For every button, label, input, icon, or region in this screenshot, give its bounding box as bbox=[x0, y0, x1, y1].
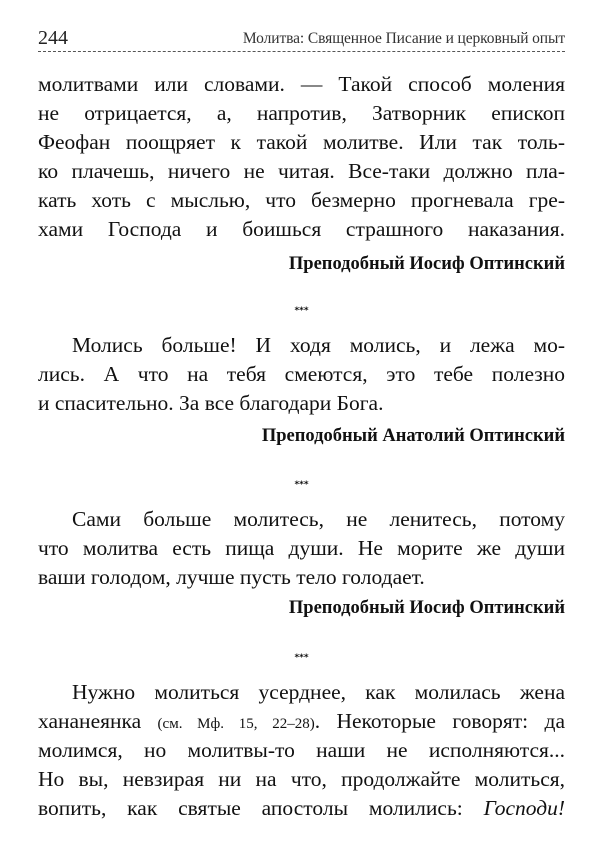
page-number: 244 bbox=[38, 27, 68, 49]
text-line-with-italic bbox=[38, 794, 565, 823]
text-line: лись. А что на тебя смеются, это тебе полезно bbox=[38, 362, 565, 386]
running-title: Молитва: Священное Писание и церковный опыт bbox=[242, 30, 565, 47]
passage-1 bbox=[38, 70, 565, 244]
attribution: Преподобный Иосиф Оптинский bbox=[288, 254, 565, 274]
running-head bbox=[38, 27, 565, 52]
section-separator: *** bbox=[294, 306, 309, 316]
section-separator: *** bbox=[294, 480, 309, 490]
attribution: Преподобный Анатолий Оптинский bbox=[261, 426, 565, 446]
text-fragment: . Некоторые говорят: да bbox=[314, 709, 565, 733]
text-line: не отрицается, а, напротив, Затворник епископ bbox=[38, 101, 565, 125]
scripture-reference: (см. Мф. 15, 22–28) bbox=[157, 716, 315, 732]
text-line: молимся, но молитвы-то наши не исполняются... bbox=[38, 738, 565, 762]
text-line: Но вы, невзирая ни на что, продолжайте молиться, bbox=[38, 767, 565, 791]
text-line: что молитва есть пища души. Не морите же души bbox=[38, 536, 565, 560]
text-line-with-reference bbox=[38, 707, 565, 736]
text-fragment: вопить, как святые апостолы молились: bbox=[38, 796, 463, 820]
text-line: Молись больше! И ходя молись, и лежа мо- bbox=[72, 333, 565, 357]
text-line: Феофан поощряет к такой молитве. Или так толь- bbox=[38, 130, 565, 154]
text-line: Сами больше молитесь, не ленитесь, потому bbox=[72, 507, 565, 531]
passage-2 bbox=[38, 331, 565, 418]
text-line: кать хоть с мыслью, что безмерно прогневала гре- bbox=[38, 188, 565, 212]
italic-exclamation: Господи! bbox=[483, 796, 565, 820]
text-line: молитвами или словами. — Такой способ моления bbox=[38, 72, 565, 96]
text-line: и спасительно. За все благодари Бога. bbox=[38, 391, 384, 415]
text-fragment: хананеянка bbox=[38, 709, 142, 733]
text-line: ко плачешь, ничего не читая. Все-таки должно пла- bbox=[38, 159, 565, 183]
section-separator: *** bbox=[294, 653, 309, 663]
text-line: ваши голодом, лучше пусть тело голодает. bbox=[38, 565, 425, 589]
text-line: хами Господа и боишься страшного наказания. bbox=[38, 217, 565, 241]
passage-4 bbox=[38, 678, 565, 823]
passage-3 bbox=[38, 505, 565, 592]
text-line: Нужно молиться усерднее, как молилась жена bbox=[72, 680, 565, 704]
attribution: Преподобный Иосиф Оптинский bbox=[288, 598, 565, 618]
